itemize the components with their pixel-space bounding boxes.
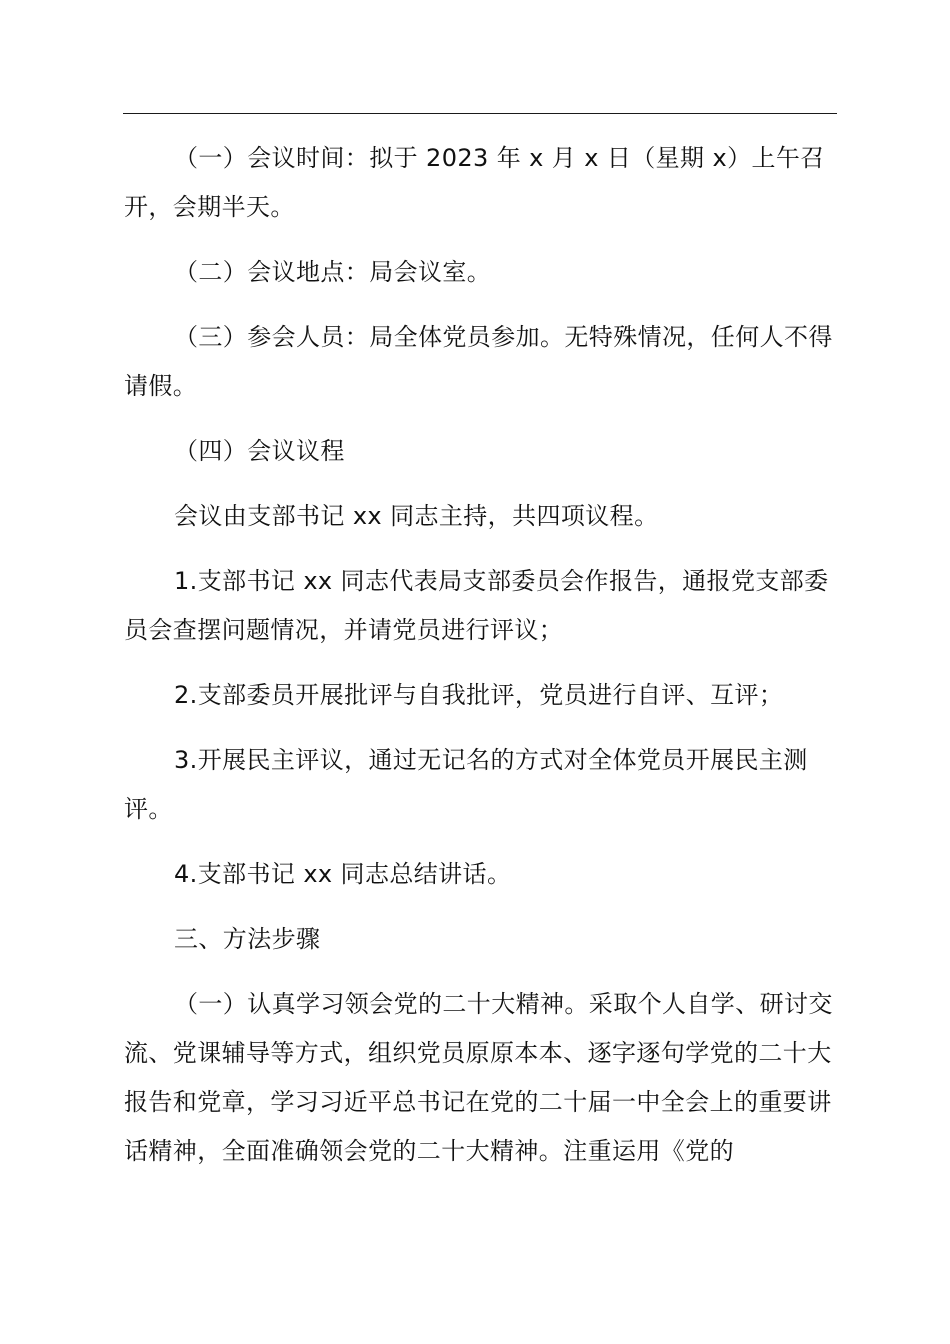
agenda-item-2: 2.支部委员开展批评与自我批评，党员进行自评、互评； bbox=[174, 681, 784, 709]
document-body bbox=[124, 134, 840, 1176]
agenda-heading: （四）会议议程 bbox=[174, 437, 345, 465]
agenda-item-3: 3.开展民主评议，通过无记名的方式对全体党员开展民主测评。 bbox=[124, 746, 808, 823]
meeting-location-paragraph: （二）会议地点：局会议室。 bbox=[174, 258, 492, 286]
section-heading-methods: 三、方法步骤 bbox=[174, 925, 321, 953]
agenda-item-1: 1.支部书记 xx 同志代表局支部委员会作报告，通报党支部委员会查摆问题情况，并请党员进行评议； bbox=[124, 567, 829, 644]
header-rule bbox=[123, 113, 837, 114]
agenda-item-4: 4.支部书记 xx 同志总结讲话。 bbox=[174, 860, 512, 888]
attendees-paragraph: （三）参会人员：局全体党员参加。无特殊情况，任何人不得请假。 bbox=[124, 323, 833, 400]
agenda-intro-paragraph: 会议由支部书记 xx 同志主持，共四项议程。 bbox=[174, 502, 659, 530]
meeting-time-paragraph: （一）会议时间：拟于 2023 年 x 月 x 日（星期 x）上午召开，会期半天。 bbox=[124, 144, 825, 221]
methods-step-1-paragraph: （一）认真学习领会党的二十大精神。采取个人自学、研讨交流、党课辅导等方式，组织党员原原本本、逐字逐句学党的二十大报告和党章，学习习近平总书记在党的二十届一中全会上的重要讲话精神，全面准确领会党的二十大精神。注重运用《党的 bbox=[124, 990, 833, 1165]
